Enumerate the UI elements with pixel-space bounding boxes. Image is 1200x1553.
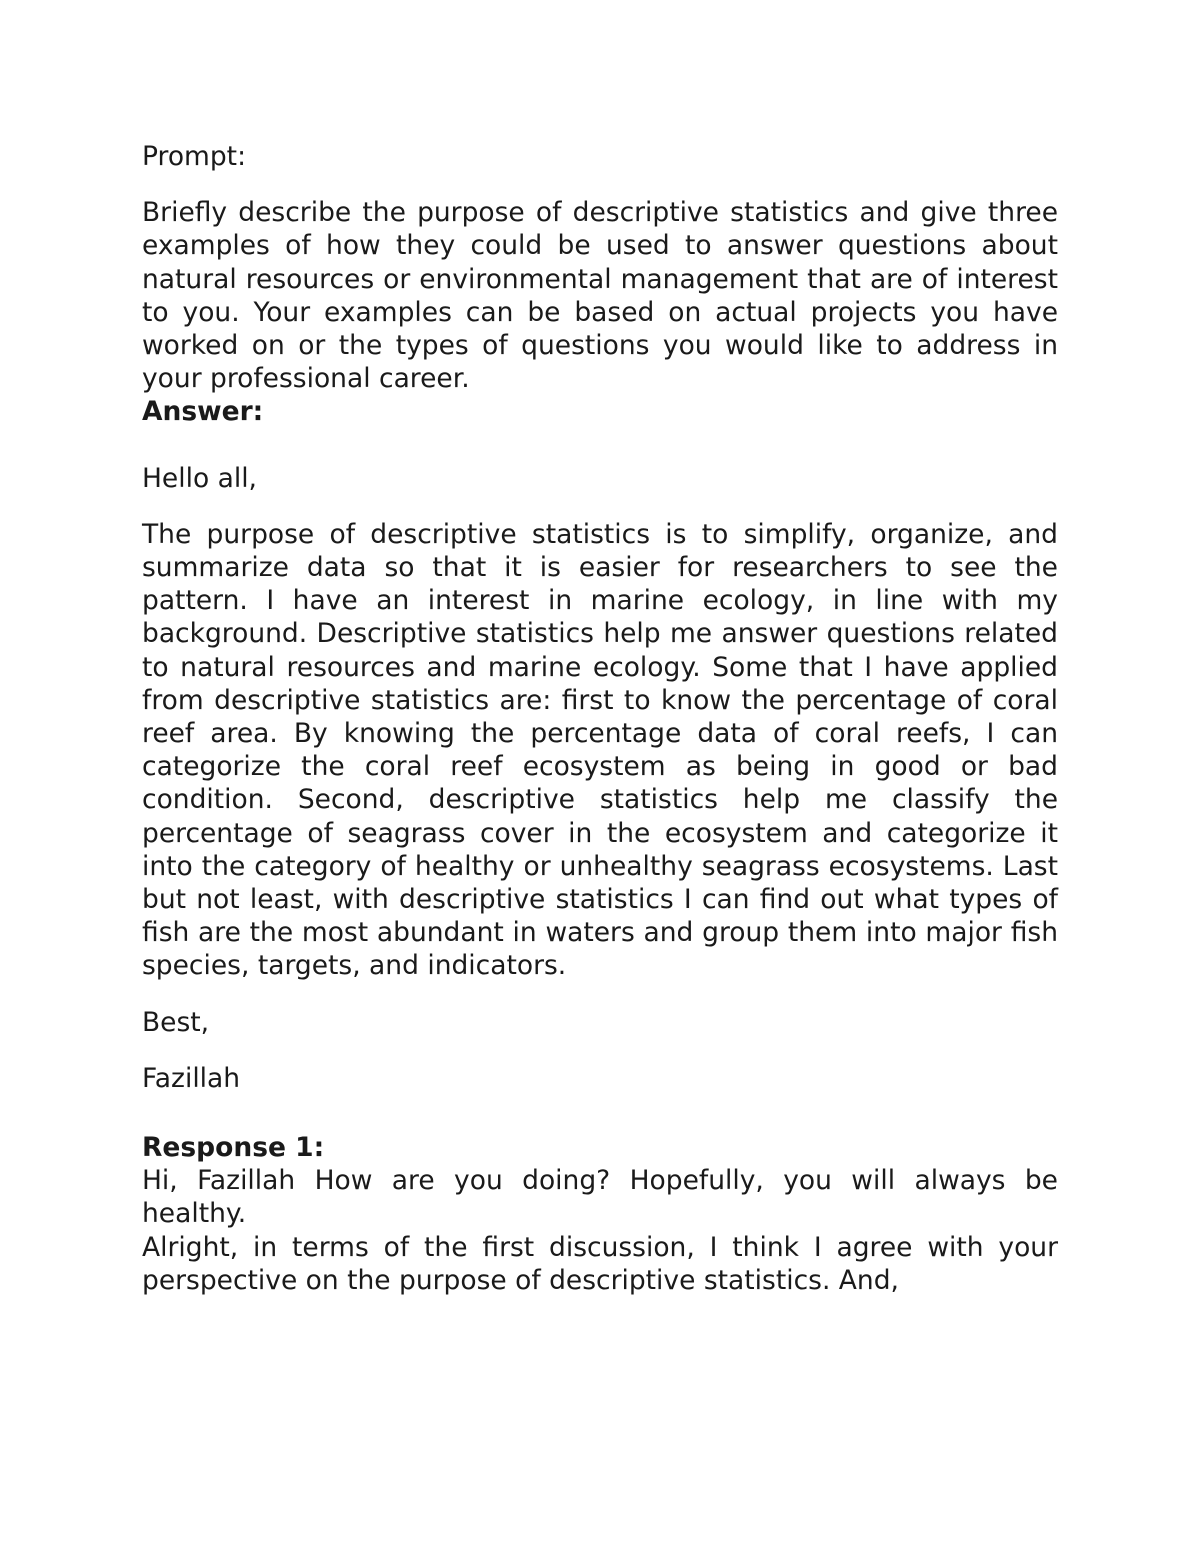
signature: Fazillah (142, 1062, 241, 1094)
sign-off: Best, (142, 1006, 210, 1038)
response-heading: Response 1: (142, 1132, 325, 1164)
answer-body: The purpose of descriptive statistics is to simplify, organize, and summarize data so that it is easier for researchers to see the pattern. I have an interest in marine ecology, in line with my background. Descriptive statistics help me answer questions related to natural resources and marine ecology. Some that I have applied from descriptive statistics are: first to know the percentage of coral reef area. By knowing the percentage data of coral reefs, I can categorize the coral reef ecosystem as being in good or bad condition. Second, descriptive statistics help me classify the percentage of seagrass cover in the ecosystem and categorize it into the category of healthy or unhealthy seagrass ecosystems. Last but not least, with descriptive statistics I can find out what types of fish are the most abundant in waters and group them into major fish species, targets, and indicators. (142, 518, 1058, 982)
prompt-label: Prompt: (142, 141, 246, 172)
answer-heading: Answer: (142, 396, 264, 428)
response-line-1: Hi, Fazillah How are you doing? Hopefully, you will always be healthy. (142, 1165, 1058, 1230)
greeting: Hello all, (142, 462, 257, 494)
response-line-2: Alright, in terms of the first discussion, I think I agree with your perspective on the purpose of descriptive statistics. And, (142, 1231, 1058, 1296)
prompt-text: Briefly describe the purpose of descriptive statistics and give three examples of how they could be used to answer questions about natural resources or environmental management that are of interest to you. Your examples can be based on actual projects you have worked on or the types of questions you would like to address in your professional career. (142, 197, 1058, 395)
document-page (142, 140, 1058, 1297)
